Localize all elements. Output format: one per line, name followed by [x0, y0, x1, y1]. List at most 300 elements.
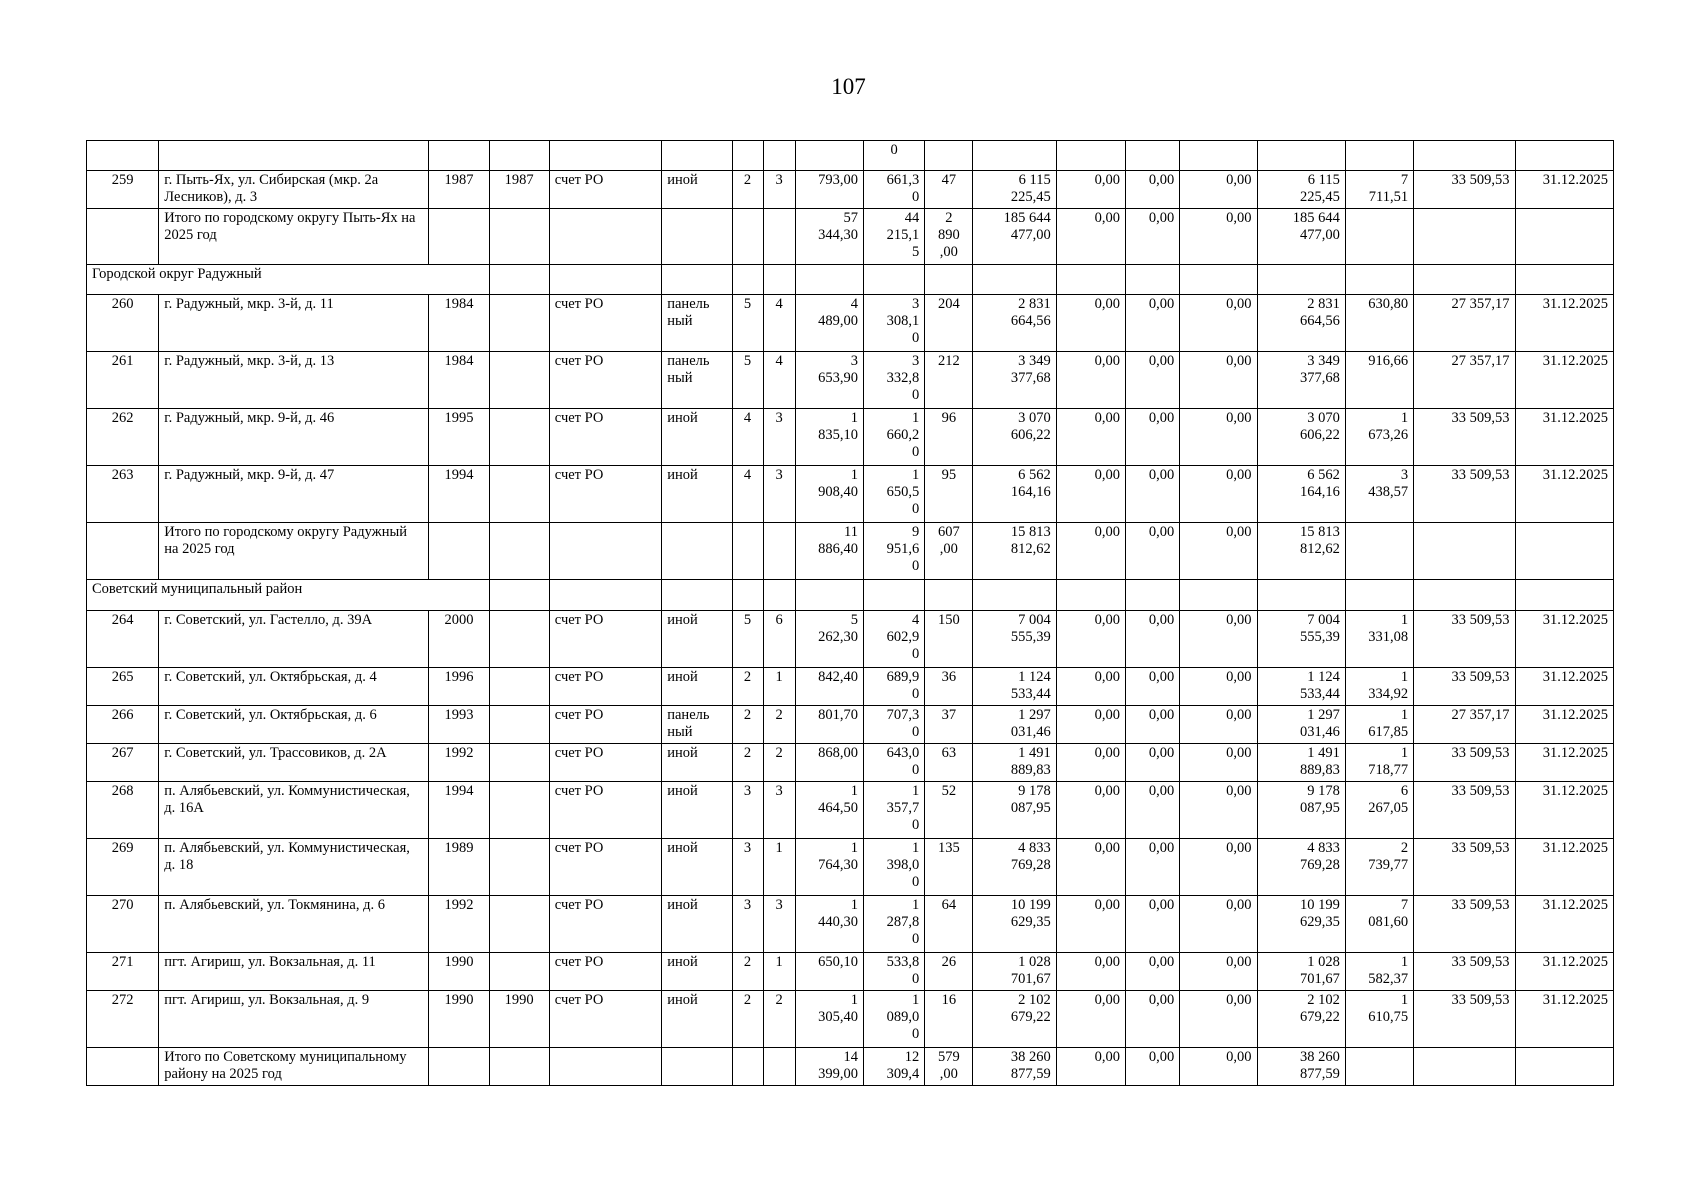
cell-total-area: 1 305,40 [795, 991, 863, 1048]
cell-number: 271 [87, 953, 159, 991]
cell-total-cost: 4 833 769,28 [973, 839, 1056, 896]
cell-fund-federal: 0,00 [1056, 782, 1125, 839]
cell-fund-federal: 0,00 [1056, 611, 1125, 668]
cell-total-cost: 1 297 031,46 [973, 706, 1056, 744]
cell-fund-account: счет РО [549, 171, 661, 209]
cell-floors: 2 [732, 991, 763, 1048]
cell-address: г. Советский, ул. Октябрьская, д. 4 [159, 668, 429, 706]
cell-address: г. Советский, ул. Трассовиков, д. 2А [159, 744, 429, 782]
cell-floors: 3 [732, 782, 763, 839]
cell-fund-owners: 4 833 769,28 [1257, 839, 1345, 896]
cell-fund-owners: 3 349 377,68 [1257, 352, 1345, 409]
section-heading: Городской округ Радужный [87, 265, 490, 295]
cell-fund-local: 0,00 [1180, 839, 1257, 896]
subtotal-fund-owners: 38 260 877,59 [1257, 1048, 1345, 1086]
cell-fund-account: счет РО [549, 668, 661, 706]
subtotal-fund-regional: 0,00 [1126, 209, 1180, 265]
subtotal-label: Итого по Советскому муниципальному району на 2025 год [159, 1048, 429, 1086]
subtotal-total-cost: 185 644 477,00 [973, 209, 1056, 265]
cell-residents: 64 [925, 896, 973, 953]
cell-total-area: 1 835,10 [795, 409, 863, 466]
cell-wall-material: иной [662, 611, 732, 668]
cell-fund-federal: 0,00 [1056, 744, 1125, 782]
cell-floors: 2 [732, 744, 763, 782]
cell-residents: 204 [925, 295, 973, 352]
cell-fund-owners: 1 297 031,46 [1257, 706, 1345, 744]
cell-fund-federal: 0,00 [1056, 352, 1125, 409]
cell-unit-cost: 1 331,08 [1345, 611, 1413, 668]
cell-fund-local: 0,00 [1180, 953, 1257, 991]
cell-fund-regional: 0,00 [1126, 839, 1180, 896]
cell-wall-material: иной [662, 839, 732, 896]
cell-fund-local: 0,00 [1180, 409, 1257, 466]
cell-entrances: 3 [763, 409, 795, 466]
cell-floors: 2 [732, 171, 763, 209]
cell-completion-date: 31.12.2025 [1515, 668, 1614, 706]
cell-completion-date: 31.12.2025 [1515, 706, 1614, 744]
cell-completion-date: 31.12.2025 [1515, 466, 1614, 523]
cell-total-cost: 3 349 377,68 [973, 352, 1056, 409]
cell-living-area: 1 398,0 0 [864, 839, 925, 896]
cell-residents: 26 [925, 953, 973, 991]
cell-fund-regional: 0,00 [1126, 466, 1180, 523]
cell-total-cost: 1 491 889,83 [973, 744, 1056, 782]
table-row [87, 706, 1614, 744]
cell-wall-material: иной [662, 782, 732, 839]
cell-address: г. Пыть-Ях, ул. Сибирская (мкр. 2а Лесников), д. 3 [159, 171, 429, 209]
cell-year-built: 1992 [429, 896, 489, 953]
cell-limit-cost: 33 509,53 [1414, 611, 1515, 668]
cell-fund-federal: 0,00 [1056, 295, 1125, 352]
cell-year-commissioned [489, 706, 549, 744]
cell-fund-local: 0,00 [1180, 611, 1257, 668]
cell-unit-cost: 1 582,37 [1345, 953, 1413, 991]
cell-living-area: 661,3 0 [864, 171, 925, 209]
subtotal-living-area: 44 215,1 5 [864, 209, 925, 265]
cell-fund-regional: 0,00 [1126, 352, 1180, 409]
cell-entrances: 3 [763, 466, 795, 523]
section-heading: Советский муниципальный район [87, 580, 490, 611]
cell-fund-regional: 0,00 [1126, 991, 1180, 1048]
subtotal-fund-federal: 0,00 [1056, 1048, 1125, 1086]
cell-residents: 212 [925, 352, 973, 409]
cell-fund-account: счет РО [549, 744, 661, 782]
cell-wall-material: иной [662, 668, 732, 706]
cell-floors: 5 [732, 295, 763, 352]
cell-fund-account: счет РО [549, 706, 661, 744]
cell-total-area: 842,40 [795, 668, 863, 706]
cell-year-built: 1993 [429, 706, 489, 744]
subtotal-fund-owners: 185 644 477,00 [1257, 209, 1345, 265]
cell-completion-date: 31.12.2025 [1515, 782, 1614, 839]
cell-fund-regional: 0,00 [1126, 611, 1180, 668]
cell-year-commissioned [489, 352, 549, 409]
cell-limit-cost: 33 509,53 [1414, 744, 1515, 782]
cell-wall-material: иной [662, 171, 732, 209]
subtotal-residents: 579 ,00 [925, 1048, 973, 1086]
cell-total-area: 5 262,30 [795, 611, 863, 668]
cell-entrances: 1 [763, 839, 795, 896]
cell-floors: 4 [732, 409, 763, 466]
cell-floors: 3 [732, 896, 763, 953]
cell-year-commissioned: 1990 [489, 991, 549, 1048]
cell-fund-account: счет РО [549, 409, 661, 466]
cell-year-built: 1994 [429, 466, 489, 523]
cell-residents: 150 [925, 611, 973, 668]
cell-living-area: 0 [864, 141, 925, 171]
cell-fund-local: 0,00 [1180, 171, 1257, 209]
cell-year-built: 1989 [429, 839, 489, 896]
cell-number: 266 [87, 706, 159, 744]
cell-fund-local: 0,00 [1180, 466, 1257, 523]
cell-year-built: 2000 [429, 611, 489, 668]
cell-total-area: 1 908,40 [795, 466, 863, 523]
cell-fund-local: 0,00 [1180, 896, 1257, 953]
cell-total-cost: 9 178 087,95 [973, 782, 1056, 839]
subtotal-total-area: 11 886,40 [795, 523, 863, 580]
cell-completion-date: 31.12.2025 [1515, 171, 1614, 209]
cell-residents: 47 [925, 171, 973, 209]
cell-address: п. Алябьевский, ул. Токмянина, д. 6 [159, 896, 429, 953]
cell-living-area: 533,8 0 [864, 953, 925, 991]
subtotal-fund-regional: 0,00 [1126, 1048, 1180, 1086]
cell-wall-material: иной [662, 409, 732, 466]
cell-year-commissioned [489, 744, 549, 782]
cell-entrances: 1 [763, 668, 795, 706]
cell-fund-local: 0,00 [1180, 744, 1257, 782]
cell-number: 272 [87, 991, 159, 1048]
cell-floors: 4 [732, 466, 763, 523]
cell-entrances: 3 [763, 782, 795, 839]
cell-entrances: 1 [763, 953, 795, 991]
cell-residents: 37 [925, 706, 973, 744]
table-row [87, 953, 1614, 991]
cell-unit-cost: 1 673,26 [1345, 409, 1413, 466]
cell-fund-account: счет РО [549, 782, 661, 839]
cell-year-built: 1984 [429, 295, 489, 352]
cell-number: 262 [87, 409, 159, 466]
subtotal-label: Итого по городскому округу Пыть-Ях на 2025 год [159, 209, 429, 265]
cell-total-cost: 1 028 701,67 [973, 953, 1056, 991]
cell-number: 270 [87, 896, 159, 953]
cell-wall-material: иной [662, 466, 732, 523]
cell-fund-regional: 0,00 [1126, 171, 1180, 209]
cell-total-area: 1 464,50 [795, 782, 863, 839]
cell-fund-account: счет РО [549, 466, 661, 523]
cell-living-area: 643,0 0 [864, 744, 925, 782]
cell-number: 261 [87, 352, 159, 409]
cell-fund-federal: 0,00 [1056, 896, 1125, 953]
cell-fund-account: счет РО [549, 896, 661, 953]
subtotal-label: Итого по городскому округу Радужный на 2025 год [159, 523, 429, 580]
cell-limit-cost: 33 509,53 [1414, 409, 1515, 466]
cell-fund-account: счет РО [549, 611, 661, 668]
cell-address: г. Советский, ул. Гастелло, д. 39А [159, 611, 429, 668]
table-row [87, 295, 1614, 352]
cell-total-area: 1 764,30 [795, 839, 863, 896]
table-row [87, 171, 1614, 209]
cell-address: г. Радужный, мкр. 3-й, д. 11 [159, 295, 429, 352]
cell-fund-federal: 0,00 [1056, 991, 1125, 1048]
cell-residents: 36 [925, 668, 973, 706]
cell-unit-cost: 630,80 [1345, 295, 1413, 352]
cell-floors: 5 [732, 352, 763, 409]
subtotal-total-cost: 15 813 812,62 [973, 523, 1056, 580]
cell-fund-account: счет РО [549, 839, 661, 896]
cell-limit-cost: 33 509,53 [1414, 991, 1515, 1048]
cell-fund-federal: 0,00 [1056, 409, 1125, 466]
cell-fund-regional: 0,00 [1126, 706, 1180, 744]
cell-entrances: 4 [763, 352, 795, 409]
cell-total-area: 801,70 [795, 706, 863, 744]
cell-unit-cost: 1 718,77 [1345, 744, 1413, 782]
cell-fund-regional: 0,00 [1126, 953, 1180, 991]
section-heading-row [87, 265, 1614, 295]
cell-unit-cost: 7 081,60 [1345, 896, 1413, 953]
cell-residents: 135 [925, 839, 973, 896]
housing-register-table [86, 140, 1614, 1086]
cell-residents: 52 [925, 782, 973, 839]
cell-fund-regional: 0,00 [1126, 409, 1180, 466]
cell-fund-account: счет РО [549, 295, 661, 352]
cell-year-commissioned [489, 896, 549, 953]
table-row [87, 991, 1614, 1048]
cell-fund-local: 0,00 [1180, 991, 1257, 1048]
cell-fund-regional: 0,00 [1126, 744, 1180, 782]
cell-unit-cost: 2 739,77 [1345, 839, 1413, 896]
subtotal-fund-local: 0,00 [1180, 523, 1257, 580]
cell-completion-date: 31.12.2025 [1515, 352, 1614, 409]
cell-floors: 2 [732, 953, 763, 991]
cell-limit-cost: 33 509,53 [1414, 782, 1515, 839]
cell-limit-cost: 33 509,53 [1414, 171, 1515, 209]
cell-year-commissioned [489, 409, 549, 466]
table-row [87, 668, 1614, 706]
cell-completion-date: 31.12.2025 [1515, 896, 1614, 953]
cell-number: 260 [87, 295, 159, 352]
cell-address: п. Алябьевский, ул. Коммунистическая, д. 18 [159, 839, 429, 896]
cell-fund-local: 0,00 [1180, 352, 1257, 409]
cell-year-built: 1996 [429, 668, 489, 706]
cell-total-area: 650,10 [795, 953, 863, 991]
subtotal-fund-federal: 0,00 [1056, 209, 1125, 265]
subtotal-fund-federal: 0,00 [1056, 523, 1125, 580]
cell-floors: 5 [732, 611, 763, 668]
cell-limit-cost: 27 357,17 [1414, 295, 1515, 352]
table-row [87, 782, 1614, 839]
cell-fund-owners: 2 831 664,56 [1257, 295, 1345, 352]
cell-living-area: 707,3 0 [864, 706, 925, 744]
cell-number: 259 [87, 171, 159, 209]
cell-limit-cost: 33 509,53 [1414, 839, 1515, 896]
cell-living-area: 1 287,8 0 [864, 896, 925, 953]
cell-living-area: 1 089,0 0 [864, 991, 925, 1048]
cell-year-built: 1992 [429, 744, 489, 782]
cell-residents: 96 [925, 409, 973, 466]
cell-limit-cost: 33 509,53 [1414, 896, 1515, 953]
cell-living-area: 3 308,1 0 [864, 295, 925, 352]
cell-total-cost: 2 102 679,22 [973, 991, 1056, 1048]
cell-number: 267 [87, 744, 159, 782]
cell-unit-cost: 1 617,85 [1345, 706, 1413, 744]
cell-address: пгт. Агириш, ул. Вокзальная, д. 9 [159, 991, 429, 1048]
cell-fund-account: счет РО [549, 352, 661, 409]
cell-fund-owners: 6 562 164,16 [1257, 466, 1345, 523]
cell-year-commissioned [489, 295, 549, 352]
subtotal-living-area: 12 309,4 [864, 1048, 925, 1086]
subtotal-row [87, 209, 1614, 265]
table-row [87, 744, 1614, 782]
cell-total-cost: 10 199 629,35 [973, 896, 1056, 953]
cell-wall-material: панель ный [662, 706, 732, 744]
cell-living-area: 1 357,7 0 [864, 782, 925, 839]
cell-unit-cost: 3 438,57 [1345, 466, 1413, 523]
cell-wall-material: панель ный [662, 352, 732, 409]
cell-fund-regional: 0,00 [1126, 782, 1180, 839]
cell-wall-material: иной [662, 953, 732, 991]
cell-year-built: 1984 [429, 352, 489, 409]
cell-total-cost: 6 115 225,45 [973, 171, 1056, 209]
cell-limit-cost: 33 509,53 [1414, 668, 1515, 706]
cell-fund-regional: 0,00 [1126, 896, 1180, 953]
section-heading-row [87, 580, 1614, 611]
cell-residents: 95 [925, 466, 973, 523]
cell-unit-cost: 916,66 [1345, 352, 1413, 409]
cell-fund-owners: 1 491 889,83 [1257, 744, 1345, 782]
cell-year-commissioned [489, 611, 549, 668]
cell-entrances: 3 [763, 171, 795, 209]
cell-fund-federal: 0,00 [1056, 668, 1125, 706]
cell-year-commissioned [489, 782, 549, 839]
cell-fund-federal: 0,00 [1056, 953, 1125, 991]
cell-fund-federal: 0,00 [1056, 171, 1125, 209]
cell-address: п. Алябьевский, ул. Коммунистическая, д. 16А [159, 782, 429, 839]
cell-fund-local: 0,00 [1180, 668, 1257, 706]
cell-number: 263 [87, 466, 159, 523]
cell-completion-date: 31.12.2025 [1515, 611, 1614, 668]
cell-completion-date: 31.12.2025 [1515, 953, 1614, 991]
cell-year-commissioned [489, 839, 549, 896]
subtotal-fund-local: 0,00 [1180, 1048, 1257, 1086]
cell-fund-owners: 1 028 701,67 [1257, 953, 1345, 991]
cell-total-area: 1 440,30 [795, 896, 863, 953]
table-row [87, 409, 1614, 466]
cell-year-commissioned [489, 953, 549, 991]
table-row [87, 896, 1614, 953]
cell-wall-material: иной [662, 991, 732, 1048]
cell-entrances: 2 [763, 744, 795, 782]
cell-completion-date: 31.12.2025 [1515, 839, 1614, 896]
table-body [87, 141, 1614, 1086]
cell-wall-material: иной [662, 896, 732, 953]
cell-entrances: 2 [763, 706, 795, 744]
cell-number: 268 [87, 782, 159, 839]
cell-completion-date: 31.12.2025 [1515, 991, 1614, 1048]
subtotal-fund-local: 0,00 [1180, 209, 1257, 265]
cell-number: 269 [87, 839, 159, 896]
cell-living-area: 3 332,8 0 [864, 352, 925, 409]
cell-residents: 63 [925, 744, 973, 782]
subtotal-fund-regional: 0,00 [1126, 523, 1180, 580]
cell-year-commissioned [489, 466, 549, 523]
cell-year-built: 1994 [429, 782, 489, 839]
cell-entrances: 2 [763, 991, 795, 1048]
cell-fund-owners: 7 004 555,39 [1257, 611, 1345, 668]
subtotal-fund-owners: 15 813 812,62 [1257, 523, 1345, 580]
cell-fund-federal: 0,00 [1056, 839, 1125, 896]
cell-unit-cost: 6 267,05 [1345, 782, 1413, 839]
cell-floors: 2 [732, 706, 763, 744]
subtotal-total-area: 14 399,00 [795, 1048, 863, 1086]
cell-fund-federal: 0,00 [1056, 706, 1125, 744]
cell-limit-cost: 33 509,53 [1414, 953, 1515, 991]
cell-entrances: 3 [763, 896, 795, 953]
subtotal-row [87, 523, 1614, 580]
cell-year-built: 1990 [429, 991, 489, 1048]
cell-fund-account: счет РО [549, 953, 661, 991]
cell-fund-owners: 3 070 606,22 [1257, 409, 1345, 466]
cell-limit-cost: 33 509,53 [1414, 466, 1515, 523]
cell-living-area: 689,9 0 [864, 668, 925, 706]
cell-total-cost: 2 831 664,56 [973, 295, 1056, 352]
cell-total-cost: 7 004 555,39 [973, 611, 1056, 668]
cell-fund-account: счет РО [549, 991, 661, 1048]
cell-living-area: 1 650,5 0 [864, 466, 925, 523]
cell-total-area: 868,00 [795, 744, 863, 782]
cell-year-built: 1995 [429, 409, 489, 466]
cell-unit-cost: 7 711,51 [1345, 171, 1413, 209]
cell-year-built: 1990 [429, 953, 489, 991]
cell-limit-cost: 27 357,17 [1414, 706, 1515, 744]
cell-address: г. Радужный, мкр. 9-й, д. 47 [159, 466, 429, 523]
cell-living-area: 4 602,9 0 [864, 611, 925, 668]
cell-completion-date: 31.12.2025 [1515, 744, 1614, 782]
cell-entrances: 4 [763, 295, 795, 352]
cell-year-commissioned [489, 668, 549, 706]
cell-total-area: 4 489,00 [795, 295, 863, 352]
cell-total-cost: 6 562 164,16 [973, 466, 1056, 523]
cell-residents: 16 [925, 991, 973, 1048]
cell-fund-owners: 9 178 087,95 [1257, 782, 1345, 839]
cell-fund-owners: 2 102 679,22 [1257, 991, 1345, 1048]
cell-fund-regional: 0,00 [1126, 295, 1180, 352]
cell-entrances: 6 [763, 611, 795, 668]
cell-year-built: 1987 [429, 171, 489, 209]
cell-fund-federal: 0,00 [1056, 466, 1125, 523]
subtotal-total-area: 57 344,30 [795, 209, 863, 265]
table-row [87, 352, 1614, 409]
cell-total-area: 3 653,90 [795, 352, 863, 409]
subtotal-living-area: 9 951,6 0 [864, 523, 925, 580]
subtotal-residents: 607 ,00 [925, 523, 973, 580]
cell-fund-local: 0,00 [1180, 295, 1257, 352]
cell-completion-date: 31.12.2025 [1515, 295, 1614, 352]
cell-fund-owners: 10 199 629,35 [1257, 896, 1345, 953]
cell-unit-cost: 1 610,75 [1345, 991, 1413, 1048]
subtotal-total-cost: 38 260 877,59 [973, 1048, 1056, 1086]
cell-fund-owners: 1 124 533,44 [1257, 668, 1345, 706]
cell-fund-local: 0,00 [1180, 782, 1257, 839]
table-row [87, 839, 1614, 896]
cell-total-area: 793,00 [795, 171, 863, 209]
cell-address: г. Советский, ул. Октябрьская, д. 6 [159, 706, 429, 744]
table-row [87, 466, 1614, 523]
cell-address: г. Радужный, мкр. 9-й, д. 46 [159, 409, 429, 466]
cell-number: 264 [87, 611, 159, 668]
continued-row [87, 141, 1614, 171]
cell-living-area: 1 660,2 0 [864, 409, 925, 466]
cell-fund-owners: 6 115 225,45 [1257, 171, 1345, 209]
